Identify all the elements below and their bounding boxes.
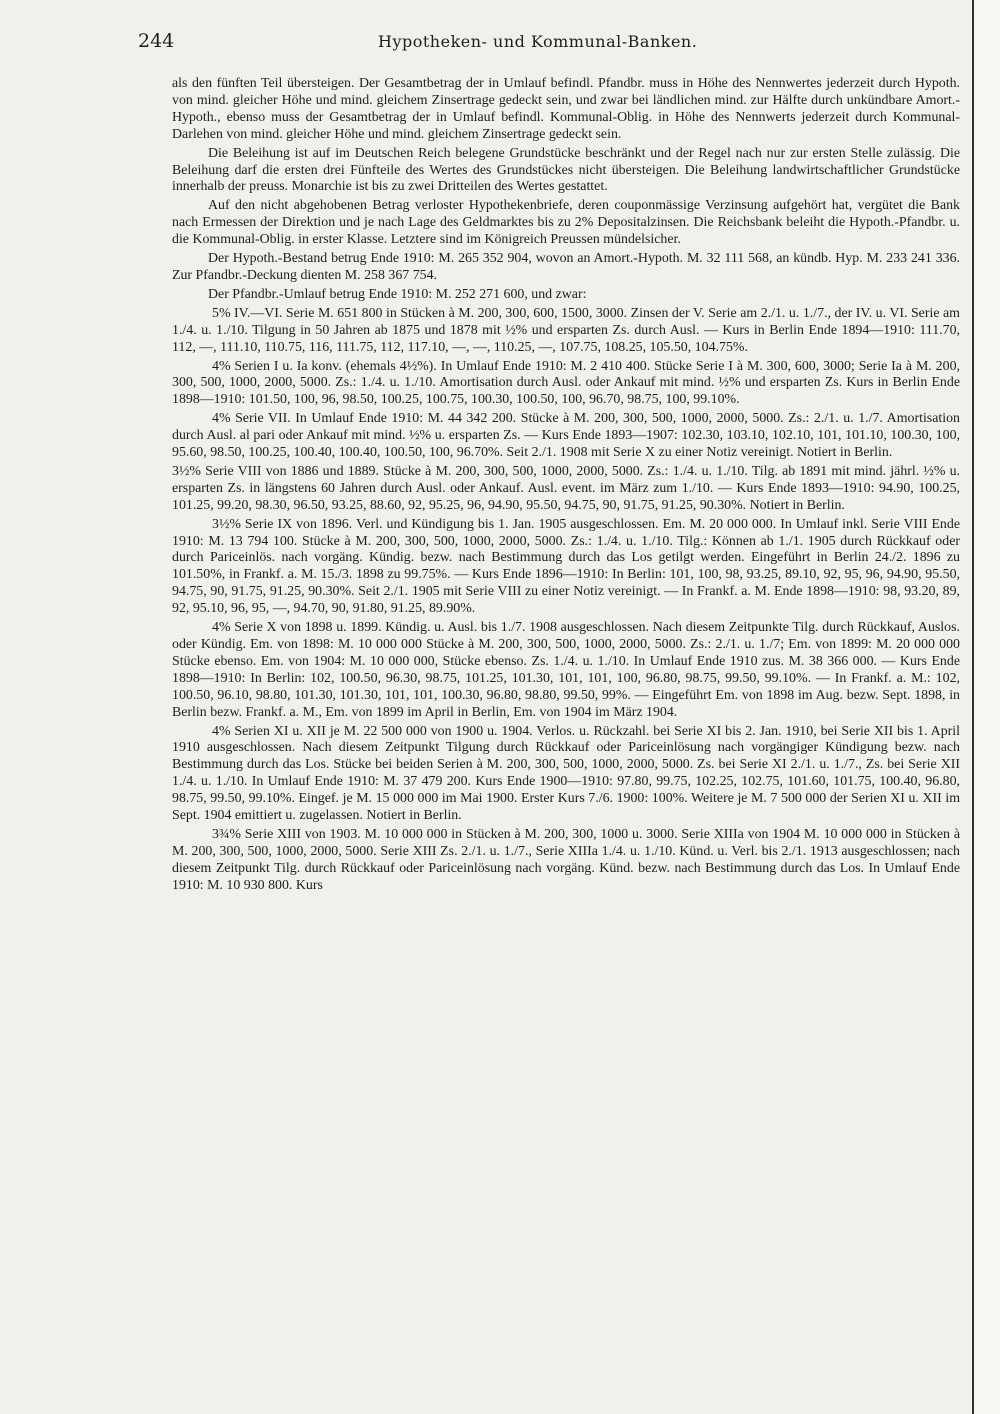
running-head: Hypotheken- und Kommunal-Banken. <box>378 32 698 51</box>
body-text <box>172 76 960 897</box>
paragraph-hypoth-bestand: Der Hypoth.-Bestand betrug Ende 1910: M. 265 352 904, wovon an Amort.-Hypoth. M. 32 111 568, an kündb. Hyp. M. 233 241 336. Zur Pfandbr.-Deckung dienten M. 258 367 754. <box>172 251 960 283</box>
paragraph-deckung: als den fünften Teil übersteigen. Der Gesamtbetrag der in Umlauf befindl. Pfandbr. muss in Höhe des Nennwertes jederzeit durch Hypoth. von mind. gleicher Höhe und mind. gleichem Zinsertrage gedeckt sein, und zwar bei ländlichen mind. zur Hälfte durch unkündbare Amort.-Hypoth., ebenso muss der Gesamtbetrag der in Umlauf befindl. Kommunal-Oblig. in Höhe des Nennwerts jederzeit durch Kommunal-Darlehen von mind. gleicher Höhe und mind. gleichem Zinsertrage gedeckt sein. <box>172 76 960 142</box>
paragraph-beleihung: Die Beleihung ist auf im Deutschen Reich belegene Grundstücke beschränkt und der Regel nach nur zur ersten Stelle zulässig. Die Beleihung darf die ersten drei Fünfteile des Wertes des Grundstückes nicht übersteigen. Die Beleihung landwirtschaftlicher Grundstücke innerhalb der preuss. Monarchie ist bis zu zwei Dritteilen des Wertes gestattet. <box>172 145 960 195</box>
paragraph-serien-i-ia: 4% Serien I u. Ia konv. (ehemals 4½%). In Umlauf Ende 1910: M. 2 410 400. Stücke Serie I à M. 300, 600, 3000; Serie Ia à M. 200, 300, 500, 1000, 2000, 5000. Zs.: 1./4. u. 1./10. Amortisation durch Ausl. oder Ankauf mit mind. ½% und ersparten Zs. Kurs in Berlin Ende 1898—1910: 101.50, 100, 96, 98.50, 100.25, 100.75, 100.30, 100.50, 100, 96.70, 98.75, 100, 99.10%. <box>172 358 960 408</box>
paragraph-depositalzinsen: Auf den nicht abgehobenen Betrag verloster Hypothekenbriefe, deren couponmässige Verzinsung aufgehört hat, vergütet die Bank nach Ermessen der Direktion und je nach Lage des Geldmarktes bis zu 2% Depositalzinsen. Die Reichsbank beleiht die Hypoth.-Pfandbr. u. die Kommunal-Oblig. in erster Klasse. Letztere sind im Königreich Preussen mündelsicher. <box>172 198 960 248</box>
paragraph-serien-xi-xii: 4% Serien XI u. XII je M. 22 500 000 von 1900 u. 1904. Verlos. u. Rückzahl. bei Serie XI bis 2. Jan. 1910, bei Serie XII bis 1. April 1910 ausgeschlossen. Nach diesem Zeitpunkt Tilgung durch Rückkauf oder Pariceinlösung nach vorgängiger Kündigung bezw. nach Bestimmung durch das Los. Stücke bei beiden Serien à M. 200, 300, 500, 1000, 2000, 5000. Zs. bei Serie XI 2./1. u. 1./7., Zs. bei Serie XII 1./4. u. 1./10. In Umlauf Ende 1910: M. 37 479 200. Kurs Ende 1900—1910: 97.80, 99.75, 102.25, 102.75, 101.60, 101.75, 100.40, 96.80, 98.75, 99.50, 99.10%. Eingef. je M. 15 000 000 im Mai 1900. Erster Kurs 7./6. 1900: 100%. Weitere je M. 7 500 000 der Serien XI u. XII im Sept. 1904 emittiert u. zugelassen. Notiert in Berlin. <box>172 723 960 824</box>
paragraph-serie-vii: 4% Serie VII. In Umlauf Ende 1910: M. 44 342 200. Stücke à M. 200, 300, 500, 1000, 2000, 5000. Zs.: 2./1. u. 1./7. Amortisation durch Ausl. al pari oder Ankauf mit mind. ½% u. ersparten Zs. — Kurs Ende 1893—1907: 102.30, 103.10, 102.10, 101, 101.10, 100.30, 100, 95.60, 98.50, 100.25, 100.40, 100.40, 100.50, 100, 96.70%. Seit 2./1. 1908 mit Serie X zu einer Notiz vereinigt. Notiert in Berlin. <box>172 411 960 461</box>
paragraph-serie-xiii: 3¾% Serie XIII von 1903. M. 10 000 000 in Stücken à M. 200, 300, 1000 u. 3000. Serie XIIIa von 1904 M. 10 000 000 in Stücken à M. 200, 300, 500, 1000, 2000, 5000. Serie XIII Zs. 2./1. u. 1./7., Serie XIIIa 1./4. u. 1./10. Künd. u. Verl. bis 2./1. 1913 ausgeschlossen; nach diesem Zeitpunkt Tilg. durch Rückkauf oder Pariceinlösung nach vorgäng. Künd. bezw. nach Bestimmung durch das Los. In Umlauf Ende 1910: M. 10 930 800. Kurs <box>172 826 960 893</box>
page-number: 244 <box>138 30 175 52</box>
paragraph-serie-ix: 3½% Serie IX von 1896. Verl. und Kündigung bis 1. Jan. 1905 ausgeschlossen. Em. M. 20 000 000. In Umlauf inkl. Serie VIII Ende 1910: M. 13 794 100. Stücke à M. 200, 300, 500, 1000, 2000, 5000. Zs.: 1./4. u. 1./10. Tilg.: Können ab 1./1. 1905 durch Rückkauf oder durch Pariceinlös. nach vorgäng. Kündig. bezw. nach Bestimmung durch das Los getilgt werden. Eingeführt in Berlin 24./2. 1896 zu 101.50%, in Frankf. a. M. 15./3. 1898 zu 99.75%. — Kurs Ende 1896—1910: In Berlin: 101, 100, 98, 93.25, 89.10, 92, 95, 96, 94.90, 95.50, 94.75, 90, 91.75, 91.25, 90.30%. Seit 2./1. 1905 mit Serie VIII zu einer Notiz vereinigt. — In Frankf. a. M. Ende 1898—1910: 98, 93.20, 89, 92, 95.10, 96, 95, —, 94.70, 90, 91.80, 91.25, 89.90%. <box>172 516 960 617</box>
paragraph-serie-x: 4% Serie X von 1898 u. 1899. Kündig. u. Ausl. bis 1./7. 1908 ausgeschlossen. Nach diesem Zeitpunkte Tilg. durch Rückkauf, Auslos. oder Kündig. Em. von 1898: M. 10 000 000 Stücke à M. 200, 300, 500, 1000, 2000, 5000. Zs.: 2./1. u. 1./7; Em. von 1899: M. 20 000 000 Stücke ebenso. Em. von 1904: M. 10 000 000, Stücke ebenso. Zs. 1./4. u. 1./10. In Umlauf Ende 1910 zus. M. 38 366 000. — Kurs Ende 1898—1910: In Berlin: 102, 100.50, 96.30, 98.75, 101.25, 101.30, 101, 101, 100, 96.80, 98.75, 99.50, 99.10%. — In Frankf. a. M.: 102, 100.50, 96.10, 98.80, 101.30, 101.30, 101, 101, 100.30, 96.80, 98.80, 99.50, 99%. — Eingeführt Em. von 1898 im Aug. bezw. Sept. 1898, in Berlin bezw. Frankf. a. M., Em. von 1899 im April in Berlin, Em. von 1904 im März 1904. <box>172 620 960 720</box>
adjacent-page-edge <box>972 0 1000 1414</box>
paragraph-serie-iv-vi: 5% IV.—VI. Serie M. 651 800 in Stücken à M. 200, 300, 600, 1500, 3000. Zinsen der V. Serie am 2./1. u. 1./7., der IV. u. VI. Serie am 1./4. u. 1./10. Tilgung in 50 Jahren ab 1875 und 1878 mit ½% und ersparten Zs. durch Ausl. — Kurs in Berlin Ende 1894—1910: 111.70, 112, —, 111.10, 110.75, 116, 111.75, 112, 117.10, —, —, 110.25, —, 107.75, 108.25, 105.50, 104.75%. <box>172 305 960 355</box>
page-header <box>138 30 968 54</box>
paragraph-serie-viii: 3½% Serie VIII von 1886 und 1889. Stücke à M. 200, 300, 500, 1000, 2000, 5000. Zs.: 1./4. u. 1./10. Tilg. ab 1891 mit mind. jährl. ½% u. ersparten Zs. in längstens 60 Jahren durch Ausl. oder Ankauf. Ausl. event. im März zum 1./10. — Kurs Ende 1893—1910: 94.90, 100.25, 101.25, 99.20, 98.30, 96.50, 93.25, 88.60, 92, 95.25, 96, 94.90, 95.50, 94.75, 90, 91.75, 91.25, 90.30%. Notiert in Berlin. <box>172 463 960 513</box>
paragraph-pfandbr-umlauf: Der Pfandbr.-Umlauf betrug Ende 1910: M. 252 271 600, und zwar: <box>208 286 587 302</box>
